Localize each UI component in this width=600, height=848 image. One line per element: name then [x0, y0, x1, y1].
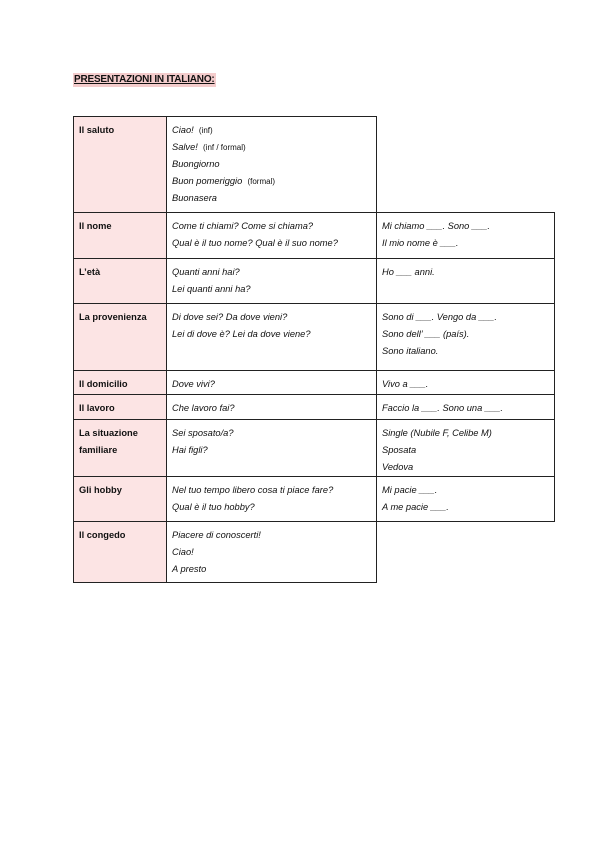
answer-line: A me pacie ___. [382, 502, 449, 512]
examples-cell [167, 395, 377, 420]
example-line [172, 139, 371, 156]
register-note: (inf / formal) [203, 143, 246, 152]
table-row [74, 304, 555, 371]
register-note: (formal) [247, 177, 276, 186]
example-text: Lei di dove è? Lei da dove viene? [172, 329, 311, 339]
category-cell [74, 213, 167, 259]
category-label: Il domicilio [79, 379, 128, 389]
example-line [172, 190, 371, 207]
example-text: Lei quanti anni ha? [172, 284, 251, 294]
category-cell [74, 259, 167, 304]
answers-cell [377, 213, 555, 259]
category-cell [74, 304, 167, 371]
example-text: Dove vivi? [172, 379, 215, 389]
answers-cell [377, 395, 555, 420]
answer-line: Sono dell’ ___ (país). [382, 329, 470, 339]
category-label: La provenienza [79, 312, 147, 322]
category-cell [74, 117, 167, 213]
category-cell [74, 371, 167, 395]
example-text: Buongiorno [172, 159, 220, 169]
example-text: Che lavoro fai? [172, 403, 235, 413]
answer-line: Sono di ___. Vengo da ___. [382, 312, 497, 322]
example-line [172, 425, 371, 442]
example-text: Hai figli? [172, 445, 208, 455]
category-cell [74, 395, 167, 420]
example-line [172, 400, 371, 417]
table-row [74, 420, 555, 477]
example-line [172, 235, 371, 252]
table-row [74, 395, 555, 420]
answer-line: Single (Nubile F, Celibe M) [382, 428, 492, 438]
example-text: Nel tuo tempo libero cosa ti piace fare? [172, 485, 334, 495]
answer-line: Ho ___ anni. [382, 267, 435, 277]
example-line [172, 527, 371, 544]
example-line [172, 122, 371, 139]
examples-cell [167, 420, 377, 477]
category-label: Il lavoro [79, 403, 115, 413]
example-text: A presto [172, 564, 207, 574]
examples-cell [167, 117, 377, 213]
category-label: Il nome [79, 221, 112, 231]
answer-line: Sposata [382, 445, 417, 455]
example-text: Ciao! [172, 547, 194, 557]
example-text: Buon pomeriggio [172, 176, 243, 186]
table-row [74, 259, 555, 304]
category-label: Gli hobby [79, 485, 122, 495]
example-line [172, 561, 371, 578]
examples-cell [167, 304, 377, 371]
answers-cell [377, 259, 555, 304]
example-line [172, 309, 371, 326]
example-text: Buonasera [172, 193, 217, 203]
category-cell [74, 522, 167, 583]
register-note: (inf) [198, 126, 213, 135]
answer-line: Vedova [382, 462, 414, 472]
example-text: Sei sposato/a? [172, 428, 234, 438]
answer-line: Il mio nome è ___. [382, 238, 459, 248]
example-text: Quanti anni hai? [172, 267, 240, 277]
example-line [172, 326, 371, 343]
example-line [172, 376, 371, 393]
table-row [74, 371, 555, 395]
example-line [172, 156, 371, 173]
category-label: L’età [79, 267, 101, 277]
answer-line: Faccio la ___. Sono una ___. [382, 403, 503, 413]
category-cell [74, 420, 167, 477]
example-text: Ciao! [172, 125, 194, 135]
answer-line: Vivo a ___. [382, 379, 429, 389]
presentations-table [73, 116, 555, 583]
table-row [74, 213, 555, 259]
example-text: Salve! [172, 142, 198, 152]
answers-cell [377, 304, 555, 371]
answers-cell [377, 477, 555, 522]
empty-cell [377, 522, 555, 583]
category-label: La situazione familiare [79, 428, 138, 455]
example-line [172, 544, 371, 561]
examples-cell [167, 477, 377, 522]
answer-line: Mi pacie ___. [382, 485, 438, 495]
answers-cell [377, 420, 555, 477]
example-line [172, 218, 371, 235]
examples-cell [167, 522, 377, 583]
page-title: PRESENTAZIONI IN ITALIANO: [74, 74, 215, 85]
example-text: Come ti chiami? Come si chiama? [172, 221, 314, 231]
example-text: Piacere di conoscerti! [172, 530, 261, 540]
example-line [172, 442, 371, 459]
answer-line: Sono italiano. [382, 346, 439, 356]
category-label: Il saluto [79, 125, 115, 135]
example-text: Qual è il tuo hobby? [172, 502, 255, 512]
table-row [74, 117, 555, 213]
example-line [172, 264, 371, 281]
example-text: Di dove sei? Da dove vieni? [172, 312, 288, 322]
examples-cell [167, 213, 377, 259]
table-row [74, 477, 555, 522]
example-text: Qual è il tuo nome? Qual è il suo nome? [172, 238, 338, 248]
examples-cell [167, 371, 377, 395]
answer-line: Mi chiamo ___. Sono ___. [382, 221, 491, 231]
example-line [172, 499, 371, 516]
answers-cell [377, 371, 555, 395]
example-line [172, 482, 371, 499]
category-label: Il congedo [79, 530, 126, 540]
category-cell [74, 477, 167, 522]
examples-cell [167, 259, 377, 304]
table-row [74, 522, 555, 583]
example-line [172, 173, 371, 190]
example-line [172, 281, 371, 298]
empty-cell [377, 117, 555, 213]
